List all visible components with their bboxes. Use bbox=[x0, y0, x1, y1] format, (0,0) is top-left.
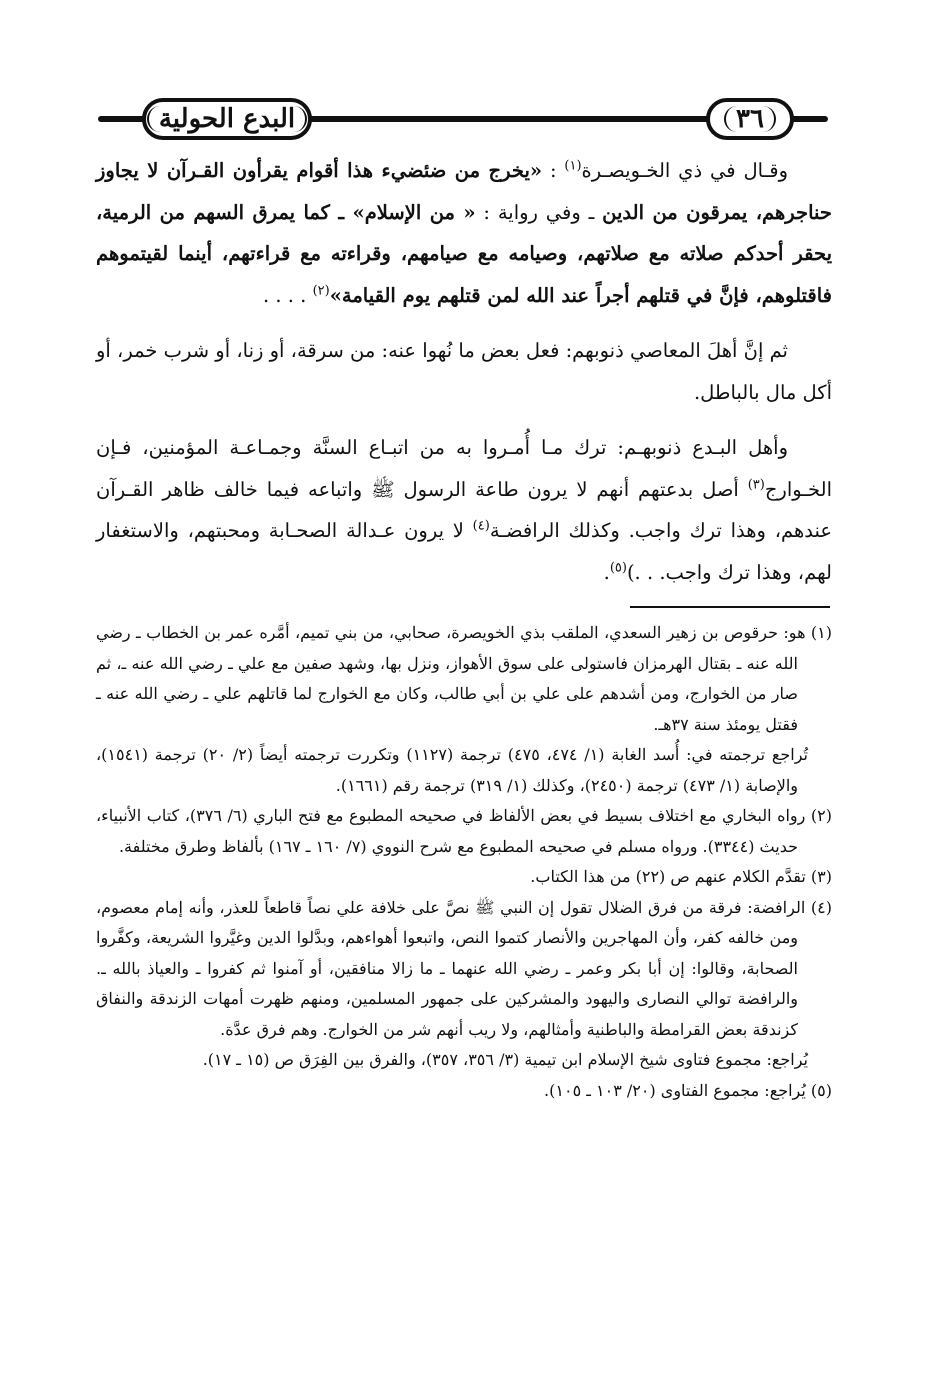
page-number-cartouche bbox=[706, 98, 794, 140]
hadith-quote-1: «يخرج من ضئضيء هذا أقوام يقرأون القـرآن لا يجاوز حناجرهم، يمرقون من الدين bbox=[96, 159, 832, 224]
footnote-ref-4: (٤) bbox=[472, 518, 490, 534]
p3-part-a: وأهل البـدع ذنوبهـم: ترك مـا أُمـروا به من اتبـاع السنَّة وجمـاعـة المؤمنين، فـإن الخـوارج bbox=[96, 436, 832, 501]
page-number: ٣٦ bbox=[724, 106, 776, 132]
footnote-separator bbox=[630, 606, 830, 608]
footnote-4-sources: يُراجع: مجموع فتاوى شيخ الإسلام ابن تيمية (٣/ ٣٥٦، ٣٥٧)، والفرق بين الفِرَق ص (١٥ ـ ١٧). bbox=[202, 1050, 808, 1069]
book-title-cartouche bbox=[142, 98, 312, 140]
footnote-4: (٤) الرافضة: فرقة من فرق الضلال تقول إن النبي ﷺ نصَّ على خلافة علي نصاً قاطعاً للعذر، وأنه إمام معصوم، ومن خالفه كفر، وأن المهاجرين والأنصار كتموا النص، واتبعوا أهواءهم، وبدَّلوا الدين وغيَّروا الشريعة، وكفَّروا الصحابة، وقالوا: إن أبا بكر وعمر ـ رضي الله عنهما ـ ما زالا منافقين، أو آمنوا ثم كفروا ـ والعياذ بالله ـ. والرافضة توالي النصارى واليهود والمشركين على جمهور المسلمين، ومنهم ظهرت أمهات الزندقة والنفاق كزندقة بعض القرامطة والباطنية وأمثالهم، ولا ريب أنهم شر من الخوارج. وهم فرق عدَّة. bbox=[96, 897, 832, 1039]
paragraph-2: ثم إنَّ أهلَ المعاصي ذنوبهم: فعل بعض ما نُهوا عنه: من سرقة، أو زنا، أو شرب خمر، أو أكل مال بالباطل. bbox=[96, 339, 832, 404]
header-rule-left bbox=[98, 116, 146, 122]
header-rule-middle bbox=[308, 116, 710, 122]
p3-part-b: أصل بدعتهم أنهم لا يرون طاعة الرسول ﷺ واتباعه فيما خالف ظاهر القـرآن عندهم، وهذا ترك واجب. وكذلك الرافضـة bbox=[96, 477, 832, 542]
footnote-ref-1: (١) bbox=[564, 158, 582, 174]
footnote-1-sources: تُراجع ترجمته في: أُسد الغابة (١/ ٤٧٤، ٤٧٥) ترجمة (١١٢٧) وتكررت ترجمته أيضاً (٢/ ٢٠) ترجمة (١٥٤١)، والإصابة (١/ ٤٧٣) ترجمة (٢٤٥٠)، وكذلك (١/ ٣١٩) ترجمة رقم (١٦٦١). bbox=[96, 745, 809, 795]
p1-end: . . . . bbox=[262, 283, 313, 307]
footnotes bbox=[96, 618, 832, 1106]
hadith-quote-2: « من الإسلام» ـ كما يمرق السهم من الرمية، يحقر أحدكم صلاته مع صلاتهم، وصيامه مع صيامهم، وقراءته مع قراءتهم، أينما لقيتموهم فاقتلوهم، فإنَّ في قتلهم أجراً عند الله لمن قتلهم يوم القيامة» bbox=[96, 200, 832, 307]
footnote-2: (٢) رواه البخاري مع اختلاف بسيط في بعض الألفاظ في صحيحه المطبوع مع فتح الباري (٦/ ٣٧٦)، كتاب الأنبياء، حديث (٣٣٤٤). ورواه مسلم في صحيحه المطبوع مع شرح النووي (٧/ ١٦٠ ـ ١٦٧) بألفاظ وطرق مختلفة. bbox=[96, 806, 832, 856]
p1-riwaya: ـ وفي رواية : bbox=[475, 200, 603, 224]
book-title: البدع الحولية bbox=[147, 106, 307, 132]
footnote-ref-5: (٥) bbox=[609, 560, 627, 575]
paragraph-1 bbox=[96, 150, 832, 316]
page-header bbox=[0, 0, 949, 160]
footnote-3: (٣) تقدَّم الكلام عنهم ص (٢٢) من هذا الكتاب. bbox=[530, 867, 832, 886]
paragraph-3 bbox=[96, 427, 832, 593]
footnote-5: (٥) يُراجع: مجموع الفتاوى (٢٠/ ١٠٣ ـ ١٠٥). bbox=[544, 1080, 832, 1100]
p3-end: . bbox=[603, 560, 610, 584]
p3-part-c: لا يرون عـدالة الصحـابة ومحبتهم، والاستغفار لهم، وهذا ترك واجب. . .) bbox=[96, 519, 832, 584]
p1-intro: وقـال في ذي الخـويصـرة bbox=[581, 159, 788, 182]
p1-colon: : bbox=[542, 159, 565, 182]
footnote-1: (١) هو: حرقوص بن زهير السعدي، الملقب بذي الخويصرة، صحابي، من بني تميم، أمَّره عمر بن الخطاب ـ رضي الله عنه ـ بقتال الهرمزان فاستولى على سوق الأهواز، ونزل بها، وشهد صفين مع علي ـ رضي الله عنه ـ، ثم صار من الخوارج، ومن أشدهم على علي بن أبي طالب، وكان مع الخوارج لما قاتلهم علي ـ رضي الله عنه ـ فقتل يومئذ سنة ٣٧هـ. bbox=[96, 623, 832, 734]
footnote-ref-2: (٢) bbox=[312, 283, 330, 298]
footnote-ref-3: (٣) bbox=[747, 477, 765, 492]
main-text bbox=[96, 150, 832, 607]
header-rule-right bbox=[790, 116, 828, 122]
